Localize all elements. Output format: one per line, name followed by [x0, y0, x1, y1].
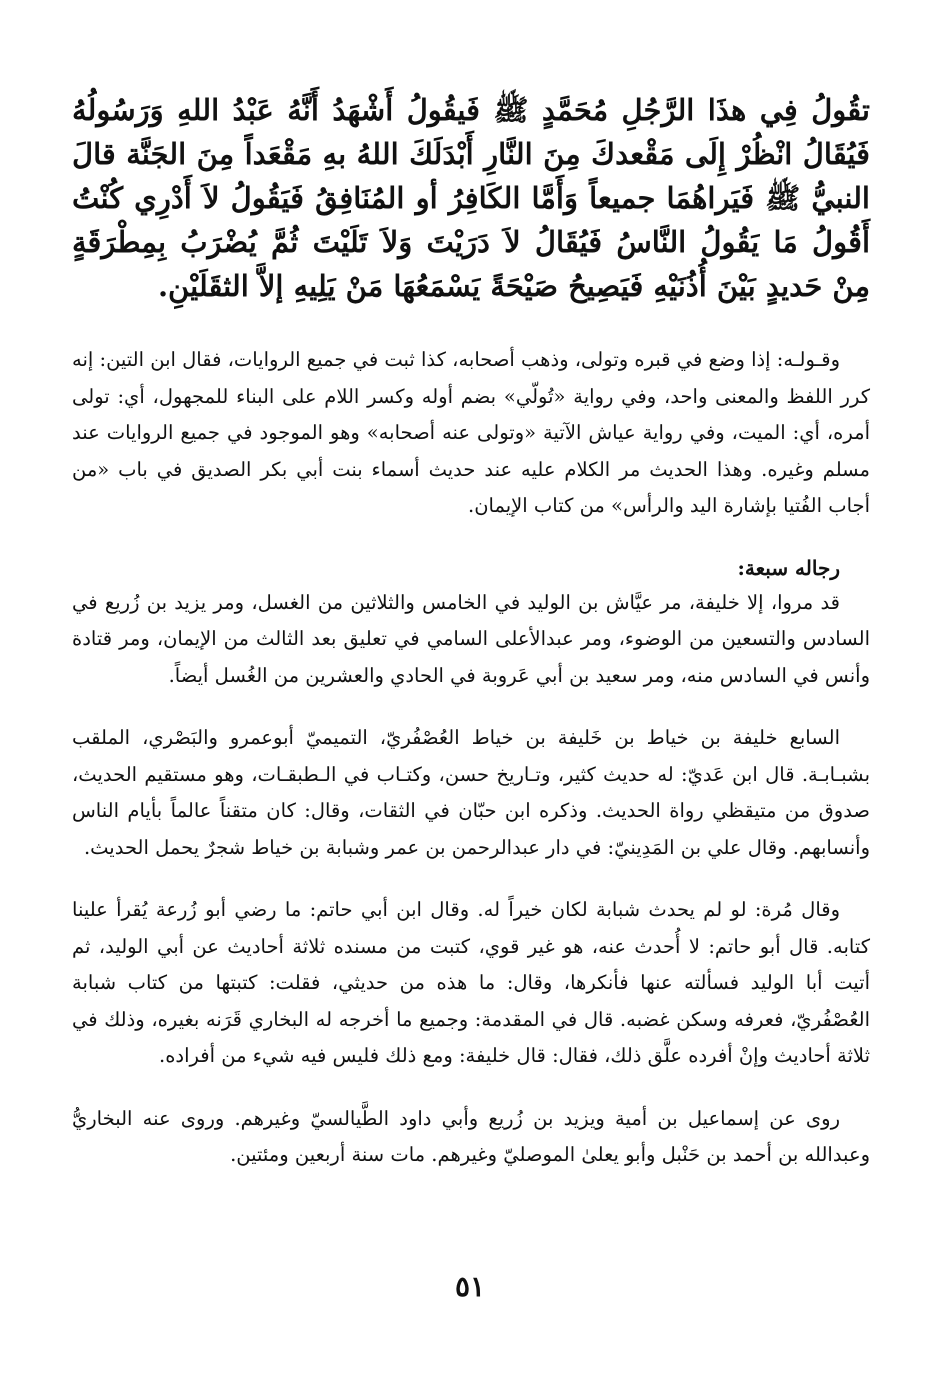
narrators-heading: رجاله سبعة: — [737, 555, 840, 580]
page-body — [72, 88, 870, 1200]
murra-paragraph: وقال مُرة: لو لم يحدث شبابة لكان خيراً له. وقال ابن أبي حاتم: ما رضي أبو زُرعة يُقرأ علينا كتابه. قال أبو حاتم: لا أُحدث عنه، هو غير قوي، كتبت من مسنده ثلاثة أحاديث عن أبي الوليد، ثم أتيت أبا الوليد فسألته عنها فأنكرها، وقال: ما هذه من حديثي، فقلت: كتبتها من كتاب شبابة العُصْفُريّ، فعرفه وسكن غضبه. قال في المقدمة: وجميع ما أخرجه له البخاري قَرَنه بغيره، وذلك في ثلاثة أحاديث وإنْ أفرده علَّق ذلك، فقال: قال خليفة: ومع ذلك فليس فيه شيء من أفراده. — [72, 898, 870, 1067]
hadith-text: تقُولُ فِي هذَا الرَّجُلِ مُحَمَّدٍ ﷺ فَيقُولُ أَشْهَدُ أَنَّهُ عَبْدُ اللهِ وَرَسُولُهُ فَيُقَالُ انْظُرْ إِلَى مَقْعدكَ مِنَ النَّارِ أَبْدَلَكَ اللهُ بهِ مَقْعَداً مِنَ الجَنَّة قالَ النبيُّ ﷺ فَيَراهُمَا جميعاً وَأَمَّا الكَافِرُ أو المُنَافِقُ فَيَقُولُ لاَ أَدْرِي كُنْتُ أَقُولُ مَا يَقُولُ النَّاسُ فَيُقَالُ لاَ دَرَيْتَ وَلاَ تَلَيْتَ ثُمَّ يُضْرَبُ بِمِطْرَقَةٍ مِنْ حَديدٍ بَيْنَ أُذُنَيْهِ فَيَصِيحُ صَيْحَةً يَسْمَعُهَا مَنْ يَلِيهِ إلاَّ الثقَلَيْنِ. — [72, 93, 870, 303]
narrators-intro-paragraph: قد مروا، إلا خليفة، مر عيَّاش بن الوليد في الخامس والثلاثين من الغسل، ومر يزيد بن زُريع في السادس والتسعين من الوضوء، ومر عبدالأعلى السامي في تعليق بعد الثالث من الإيمان، ومر قتادة وأنس في السادس منه، ومر سعيد بن أبي عَروبة في الحادي والعشرين من الغُسل أيضاً. — [72, 590, 870, 687]
page-number: ٥١ — [454, 1270, 486, 1303]
commentary-paragraph: وقـولـه: إذا وضع في قبره وتولى، وذهب أصحابه، كذا ثبت في جميع الروايات، فقال ابن التين: إنه كرر اللفظ والمعنى واحد، وفي رواية «تُولّي» بضم أوله وكسر اللام على البناء للمجهول، أي: تولى أمره، أي: الميت، وفي رواية عياش الآتية «وتولى عنه أصحابه» وهو الموجود في جميع الروايات عند مسلم وغيره. وهذا الحديث مر الكلام عليه عند حديث أسماء بنت أبي بكر الصديق في باب «من أجاب الفُتيا بإشارة اليد والرأس» من كتاب الإيمان. — [72, 348, 870, 517]
khalifa-biography-paragraph: السابع خليفة بن خياط بن خَليفة بن خياط العُصْفُريّ، التميميّ أبوعمرو والبَصْري، الملقب بشبـابـة. قال ابن عَديّ: له حديث كثير، وتـاريخ حسن، وكتـاب في الـطبقـات، وهو مستقيم الحديث، صدوق من متيقظي رواة الحديث. وذكره ابن حبّان في الثقات، وقال: كان متقناً عالماً بأيام الناس وأنسابهم. وقال علي بن المَدِينيّ: في دار عبدالرحمن بن عمر وشبابة بن خياط شجرٌ يحمل الحديث. — [72, 726, 870, 859]
transmission-paragraph: روى عن إسماعيل بن أمية ويزيد بن زُريع وأبي داود الطَّيالسيّ وغيرهم. وروى عنه البخاريُّ وعبدالله بن أحمد بن حَنْبل وأبو يعلىٰ الموصليّ وغيرهم. مات سنة أربعين ومئتين. — [72, 1106, 870, 1166]
